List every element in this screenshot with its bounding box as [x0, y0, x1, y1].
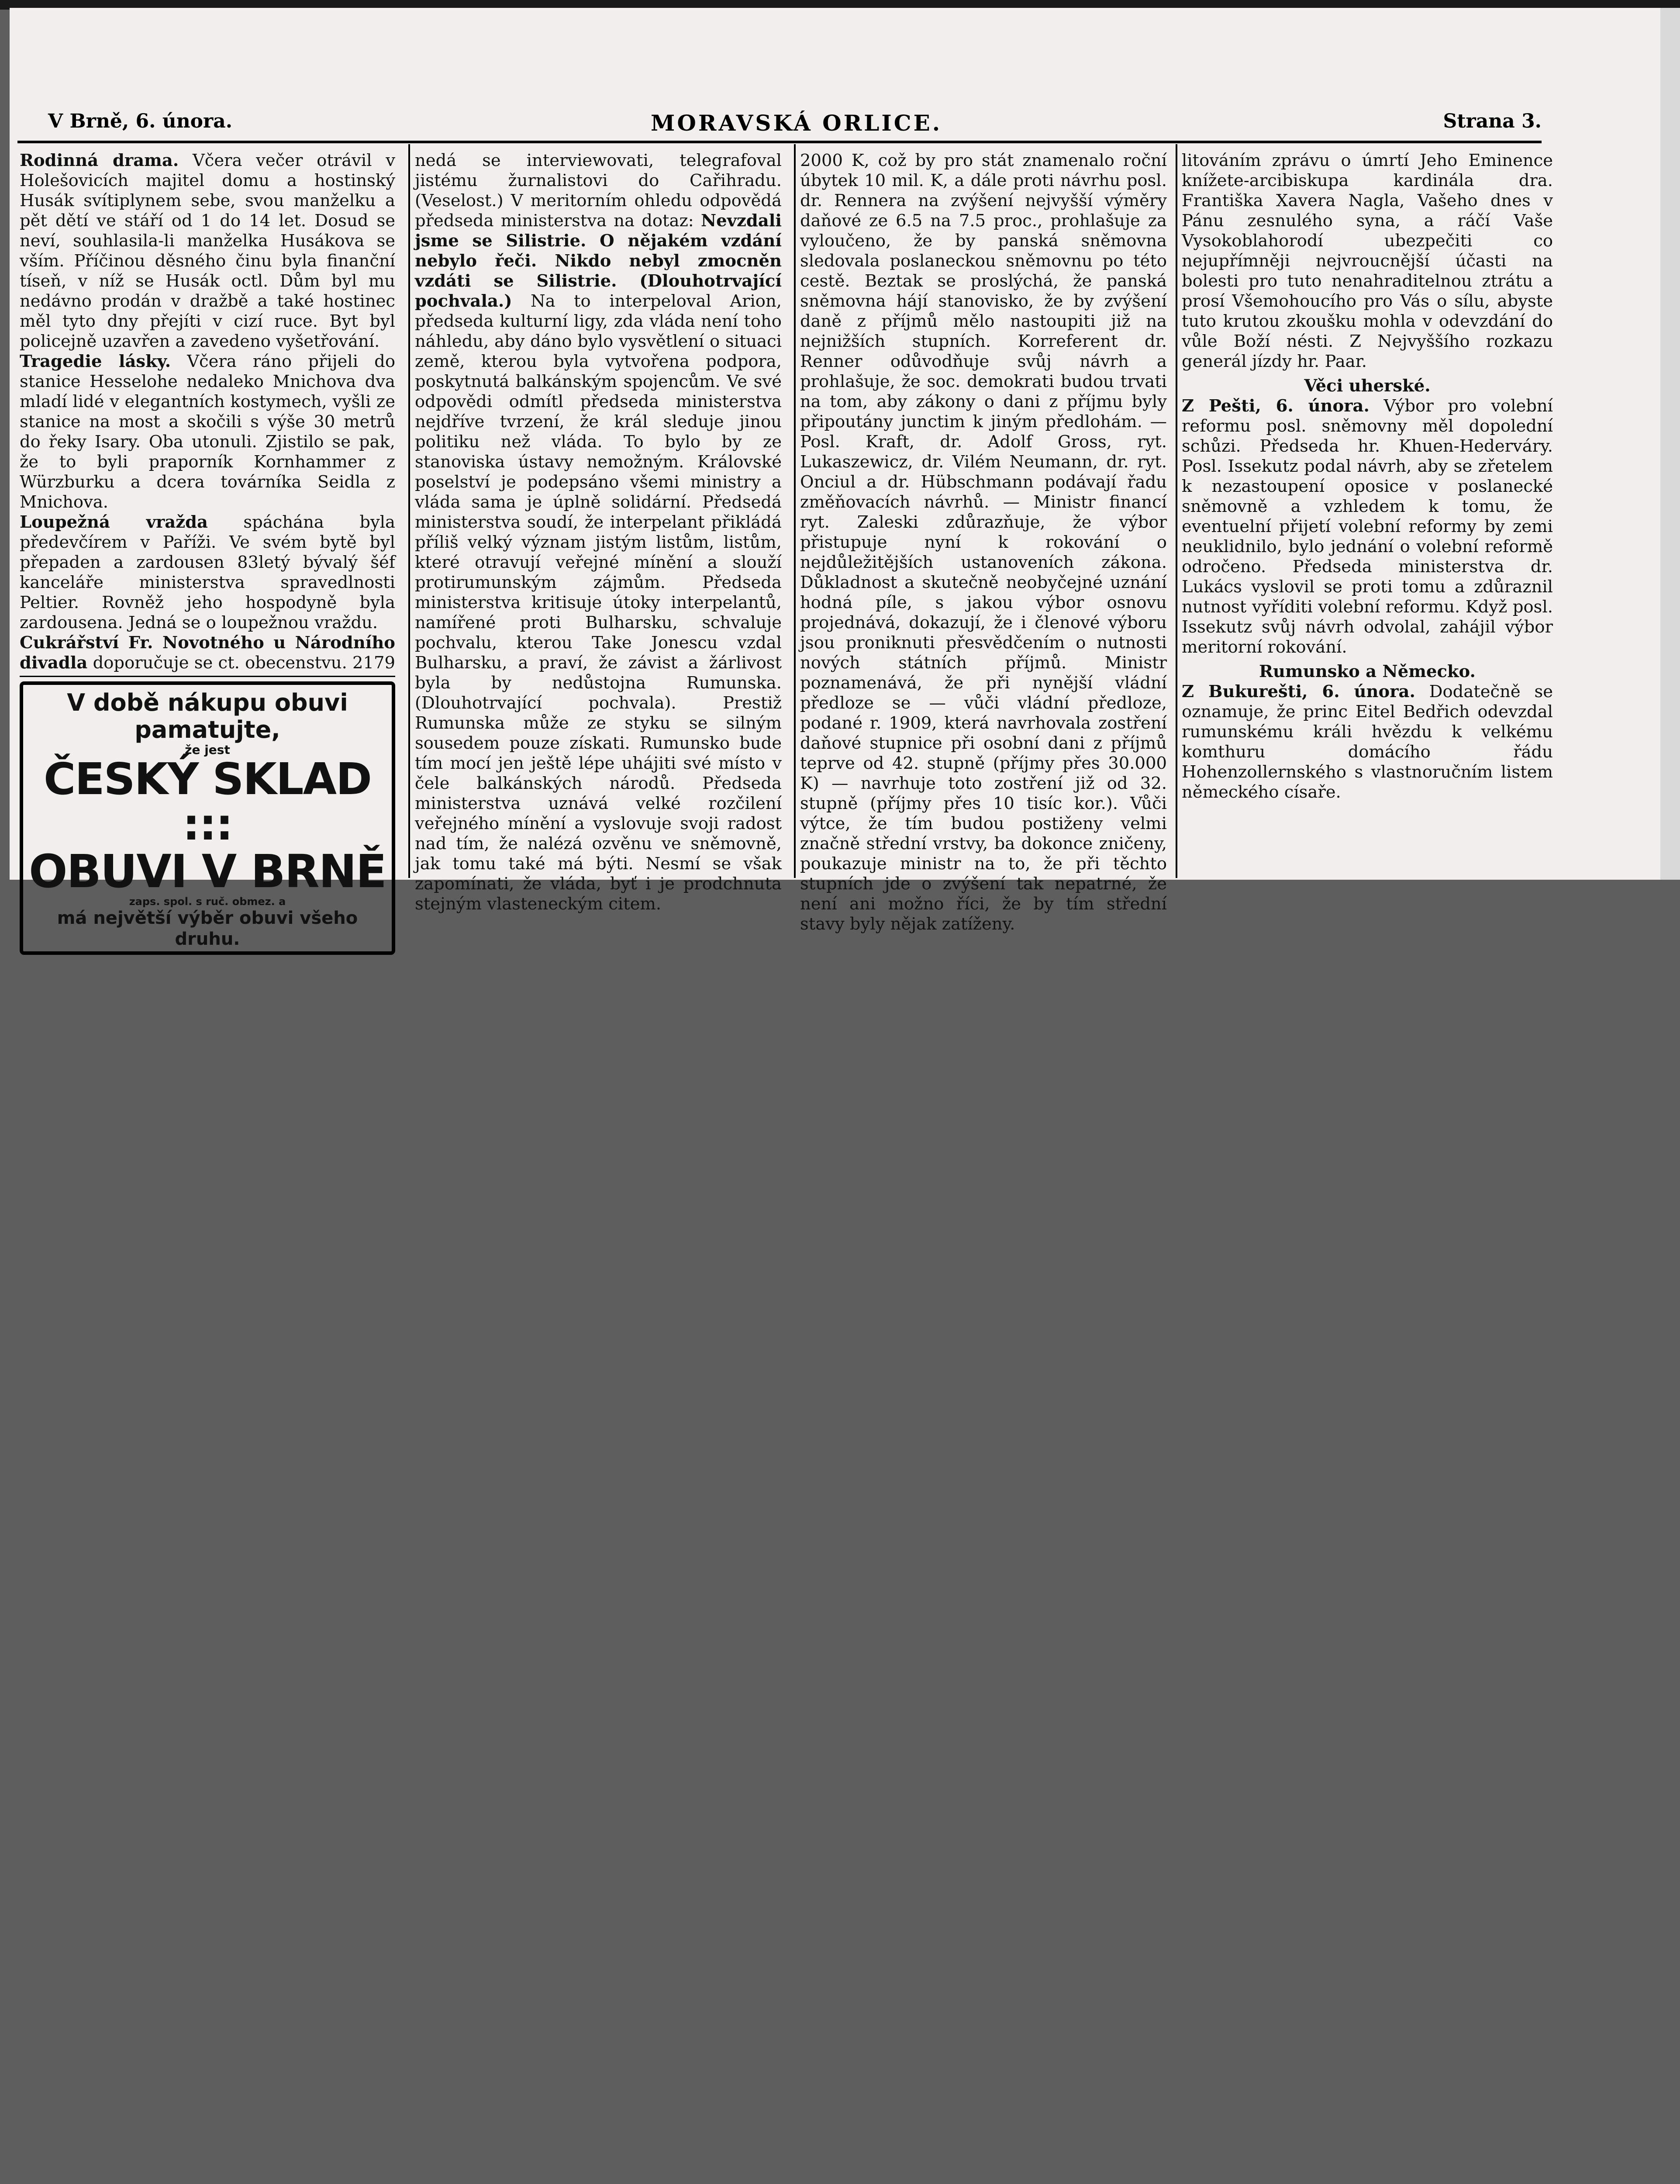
notice-text: doporučuje se ct. obecenstvu. [93, 653, 347, 673]
ad-headline: V době nákupu obuvi pamatujte, [67, 689, 348, 743]
advertisement-cesky-sklad-obuvi [20, 681, 395, 955]
column-divider-1 [408, 144, 410, 878]
article-quote: Nevzdali jsme se Silistrie. O nějakém vzdání nebylo řeči. Nikdo nebyl zmocněn vzdáti se Silistrie. (Dlouhotrvající pochvala.) [415, 211, 782, 311]
article-title: Loupežná vražda [20, 512, 208, 532]
column-3 [800, 151, 1167, 934]
article-text: Včera ráno přijeli do stanice Hesselohe nedaleko Mnichova dva mladí lidé v elegantních kostymech, vyšli ze stanice na most a skočili s výše 30 metrů do řeky Isary. Oba utonuli. Zjistilo se pak, že to byli praporník Kornhammer z Würzburku a dcera továrníka Seidla z Mnichova. [20, 352, 396, 512]
article-bukurest [1182, 682, 1553, 802]
ad-separator [20, 676, 395, 677]
column-divider-3 [1176, 144, 1177, 878]
dateline: Z Bukurešti, 6. února. [1182, 682, 1415, 702]
article-text: Výbor pro volební reformu posl. sněmovny měl dopolední schůzi. Předseda hr. Khuen-Hederváry. Posl. Issekutz podal návrh, aby se zřetelem k nezastoupení oposice v poslanecké sněmovně a vzhledem k tomu, že eventuelní přijetí volební reformy by zemi neuklidnilo, bylo jednání o volební reformě odročeno. Předseda ministerstva dr. Lukács vyslovil se proti tomu a zdůraznil nutnost vyříditi volební reformu. Když posl. Issekutz svůj návrh odvolal, zahájil výbor meritorní rokování. [1182, 396, 1553, 657]
article-continuation: 2000 K, což by pro stát znamenalo roční úbytek 10 mil. K, a dále proti návrhu posl. dr. Rennera na zvýšení nejvyšší výměry daňové ze 6.5 na 7.5 proc., prohlašuje za vyloučeno, že by panská sněmovna sledovala poslaneckou sněmovnu po této cestě. Beztak se proslýchá, že panská sněmovna hájí stanovisko, že by zvýšení daně z příjmů mělo nastoupiti již na nejnižších stupních. Korreferent dr. Renner odůvodňuje svůj návrh a prohlašuje, že soc. demokrati budou trvati na tom, aby zákony o dani z příjmu byly připoutány junctim k jiným předlohám. — Posl. Kraft, dr. Adolf Gross, ryt. Lukaszewicz, dr. Vilém Neumann, dr. ryt. Onciul a dr. Hübschmann podávají řadu změňovacích návrhů. — Ministr financí ryt. Zaleski zdůrazňuje, že výbor přistupuje nyní k rokování o nejdůležitějších ustanoveních zákona. Důkladnost a skutečně neobyčejné uznání hodná píle, s jakou výbor osnovu projednává, dokazují, že i členové výboru jsou proniknuti přesvědčením o nutnosti nových státních příjmů. Ministr poznamenává, že při nynější vládní předloze se — vůči vládní předloze, podané r. 1909, která navrhovala zostření daňové stupnice při osobní dani z příjmů teprve od 42. stupně (příjmy přes 30.000 K) — navrhuje toto zostření již od 32. stupně (příjmy přes 10 tisíc kor.). Vůči výtce, že tím budou postiženy velmi značně střední vrstvy, ba dokonce zničeny, poukazuje ministr na to, že při těchto stupních jde o zvýšení tak nepatrné, že není ani možno říci, že by tím střední stavy byly nějak zatíženy. [800, 151, 1167, 934]
ad-brand-line-1: ČESKÝ SKLAD ::: [43, 753, 372, 850]
header-place-date: V Brně, 6. února. [48, 110, 233, 132]
notice-title: Cukrářství Fr. Novotného u Národního divadla [20, 633, 395, 673]
section-heading-rumunsko-nemecko: Rumunsko a Německo. [1259, 662, 1476, 681]
dateline: Z Pešti, 6. února. [1182, 396, 1370, 416]
header-rule [17, 141, 1542, 143]
article-text: Dodatečně se oznamuje, že princ Eitel Bedřich odevzdal rumunskému králi hvězdu k velkému komthuru domácího řádu Hohenzollernského s vlastnoručním listem německého císaře. [1182, 682, 1553, 802]
article-continuation [415, 151, 782, 914]
article-continuation: litováním zprávu o úmrtí Jeho Eminence knížete-arcibiskupa kardinála dra. Františka Xavera Nagla, Vašeho dnes v Pánu zesnulého syna, a ráčí Vaše Vysokoblahorodí ubezpečiti co nejupřímněji nejvroucnější účasti na bolesti pro tuto nenahraditelnou ztrátu a prosí Všemohoucího pro Vás o sílu, abyste tuto krutou zkoušku mohla v odevzdání do vůle Boží nésti. Z Nejvyššího rozkazu generál jízdy hr. Paar. [1182, 151, 1553, 371]
ad-brand-line-2: OBUVI V BRNĚ [29, 845, 386, 898]
column-4 [1182, 151, 1553, 876]
scan-right-edge [1660, 8, 1680, 880]
ad-company-form: zaps. spol. s ruč. obmez. a [129, 895, 286, 908]
article-title: Tragedie lásky. [20, 352, 171, 371]
section-heading-veci-uherske: Věci uherské. [1304, 376, 1431, 396]
article-rodinna-drama [20, 151, 395, 352]
article-pest [1182, 396, 1553, 657]
notice-number: 2179 [352, 653, 395, 673]
column-1 [20, 151, 396, 949]
column-divider-2 [794, 144, 796, 878]
article-loupezna-vrazda [20, 512, 395, 633]
article-text: Včera večer otrávil v Holešovicích majitel domu a hostinský Husák svítiplynem sebe, svou manželku a pět dětí ve stáří od 1 do 14 let. Dosud se neví, souhlasila-li manželka Husákova se vším. Příčinou děsného činu byla finanční tíseň, v níž se Husák octl. Dům byl mu nedávno prodán v dražbě a také hostinec měl tyto dny přejíti v cizí ruce. Byt byl policejně uzavřen a zavedeno vyšetřování. [20, 151, 395, 351]
article-title: Rodinná drama. [20, 151, 179, 170]
masthead-title: MORAVSKÁ ORLICE. [651, 110, 942, 136]
article-tragedie-lasky [20, 352, 395, 512]
page-number: Strana 3. [1443, 110, 1542, 132]
article-text: spáchána byla předevčírem v Paříži. Ve svém bytě byl přepaden a zardousen 83letý bývalý šéf kanceláře ministerstva spravedlnosti Peltier. Rovněž jeho hospodyně byla zardousena. Jedná se o loupežnou vraždu. [20, 512, 395, 632]
notice-cukrarstvi [20, 633, 395, 673]
article-text: Na to interpeloval Arion, předseda kulturní ligy, zda vláda není toho náhledu, aby dáno bylo vysvětlení o situaci země, kterou byla vytvořena podpora, poskytnutá balkánským spojencům. Ve své odpovědi odmítl předseda ministerstva nejdříve tvrzení, že král sleduje jinou politiku než vláda. To bylo by ze stanoviska ústavy nemožným. Královské poselství je podepsáno všemi ministry a vláda sama je úplně solidární. Předsedá ministerstva soudí, že interpelant přikládá příliš velký význam jistým listům, listům, které otravují veřejné mínění a slouží protirumunským zájmům. Předseda ministerstva kritisuje útoky interpelantů, namířené proti Bulharsku, schvaluje pochvalu, kterou Take Jonescu vzdal Bulharsku, a praví, že závist a žárlivost byla by nedůstojna Rumunska. (Dlouhotrvající pochvala). Prestiž Rumunska může ze styku se silným sousedem pouze získati. Rumunsko bude tím mocí jen ještě lépe uhájiti své místo v čele balkánských národů. Předseda ministerstva uznává velké rozčilení veřejného mínění a vyslovuje svoji radost nad tím, že nalézá ozvěnu ve sněmovně, jak tomu také má býti. Nesmí se však zapomínati, že vláda, byť i je prodchnuta stejným vlasteneckým citem. [415, 291, 782, 914]
ad-subline: že jest [185, 743, 230, 757]
page-header [48, 110, 1542, 136]
article-text: nedá se interviewovati, telegrafoval jistému žurnalistovi do Cařihradu. (Veselost.) V meritorním ohledu odpovědá předseda ministerstva na dotaz: [415, 151, 782, 231]
ad-tagline: má největší výběr obuvi všeho druhu. [57, 908, 358, 949]
column-2 [415, 151, 782, 914]
